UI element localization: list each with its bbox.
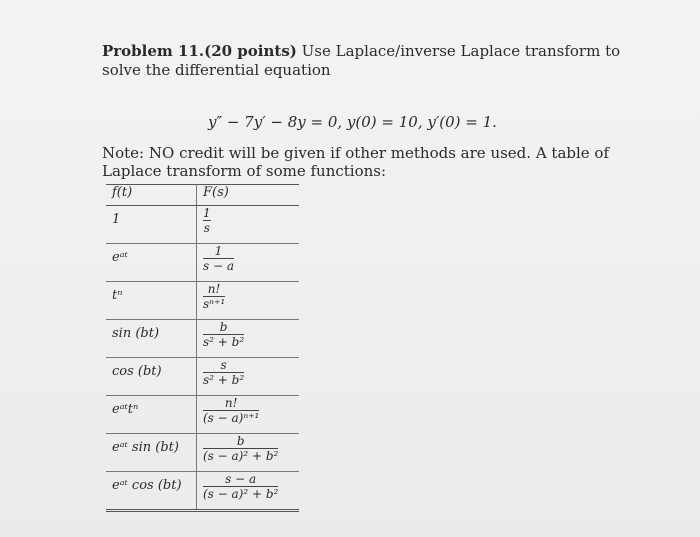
denominator: s − a <box>203 259 234 273</box>
ft-cell: 1 <box>106 206 197 244</box>
fs-cell <box>197 472 300 511</box>
numerator: n! <box>207 282 221 296</box>
fraction <box>203 206 211 235</box>
numerator: s <box>220 358 227 372</box>
numerator: 1 <box>214 244 223 258</box>
fs-cell <box>197 320 300 358</box>
table-row <box>106 206 299 244</box>
ft-cell: eᵃᵗ cos (bt) <box>106 472 197 511</box>
denominator: s <box>203 221 210 235</box>
numerator: s − a <box>225 472 257 486</box>
denominator: s² + b² <box>203 335 245 349</box>
ft-cell: eᵃᵗ <box>106 244 197 282</box>
problem-statement: Use Laplace/inverse Laplace transform to solve the differential equation <box>102 42 621 79</box>
differential-equation: y″ − 7y′ − 8y = 0, y(0) = 10, y′(0) = 1. <box>208 113 497 131</box>
fs-cell <box>197 282 300 320</box>
ft-cell: tⁿ <box>106 282 197 320</box>
fs-cell <box>197 396 300 434</box>
fraction <box>203 282 225 311</box>
fraction <box>203 434 278 463</box>
denominator: sⁿ⁺¹ <box>203 297 226 311</box>
table-row <box>106 396 299 434</box>
note-text: Note: NO credit will be given if other methods are used. A table of Laplace transform of some functions: <box>102 144 610 180</box>
denominator: (s − a)² + b² <box>203 449 279 463</box>
numerator: n! <box>224 396 238 410</box>
table-row <box>106 244 299 282</box>
denominator: (s − a)ⁿ⁺¹ <box>203 411 260 425</box>
fraction <box>203 244 234 273</box>
fs-cell <box>197 206 300 244</box>
ft-cell: eᵃᵗ sin (bt) <box>106 434 197 472</box>
header-fs: F(s) <box>197 185 300 206</box>
numerator: 1 <box>203 206 211 220</box>
ft-cell: eᵃᵗtⁿ <box>106 396 197 434</box>
laplace-transform-table <box>106 184 299 512</box>
table-row <box>106 282 299 320</box>
fs-cell <box>197 358 300 396</box>
fraction <box>203 358 244 387</box>
problem-heading: Problem 11.(20 points) <box>102 42 297 60</box>
fs-cell <box>197 244 300 282</box>
ft-cell: cos (bt) <box>106 358 197 396</box>
denominator: (s − a)² + b² <box>203 487 279 501</box>
fraction <box>203 396 259 425</box>
table-header-row <box>106 185 299 206</box>
numerator: b <box>236 434 245 448</box>
table-row <box>106 434 299 472</box>
fraction <box>203 472 278 501</box>
fs-cell <box>197 434 300 472</box>
problem-text <box>102 42 622 80</box>
ft-cell: sin (bt) <box>106 320 197 358</box>
header-ft: f(t) <box>106 185 197 206</box>
table-row <box>106 320 299 358</box>
table-row <box>106 358 299 396</box>
fraction <box>203 320 244 349</box>
table-row <box>106 472 299 511</box>
numerator: b <box>219 320 228 334</box>
denominator: s² + b² <box>203 373 245 387</box>
